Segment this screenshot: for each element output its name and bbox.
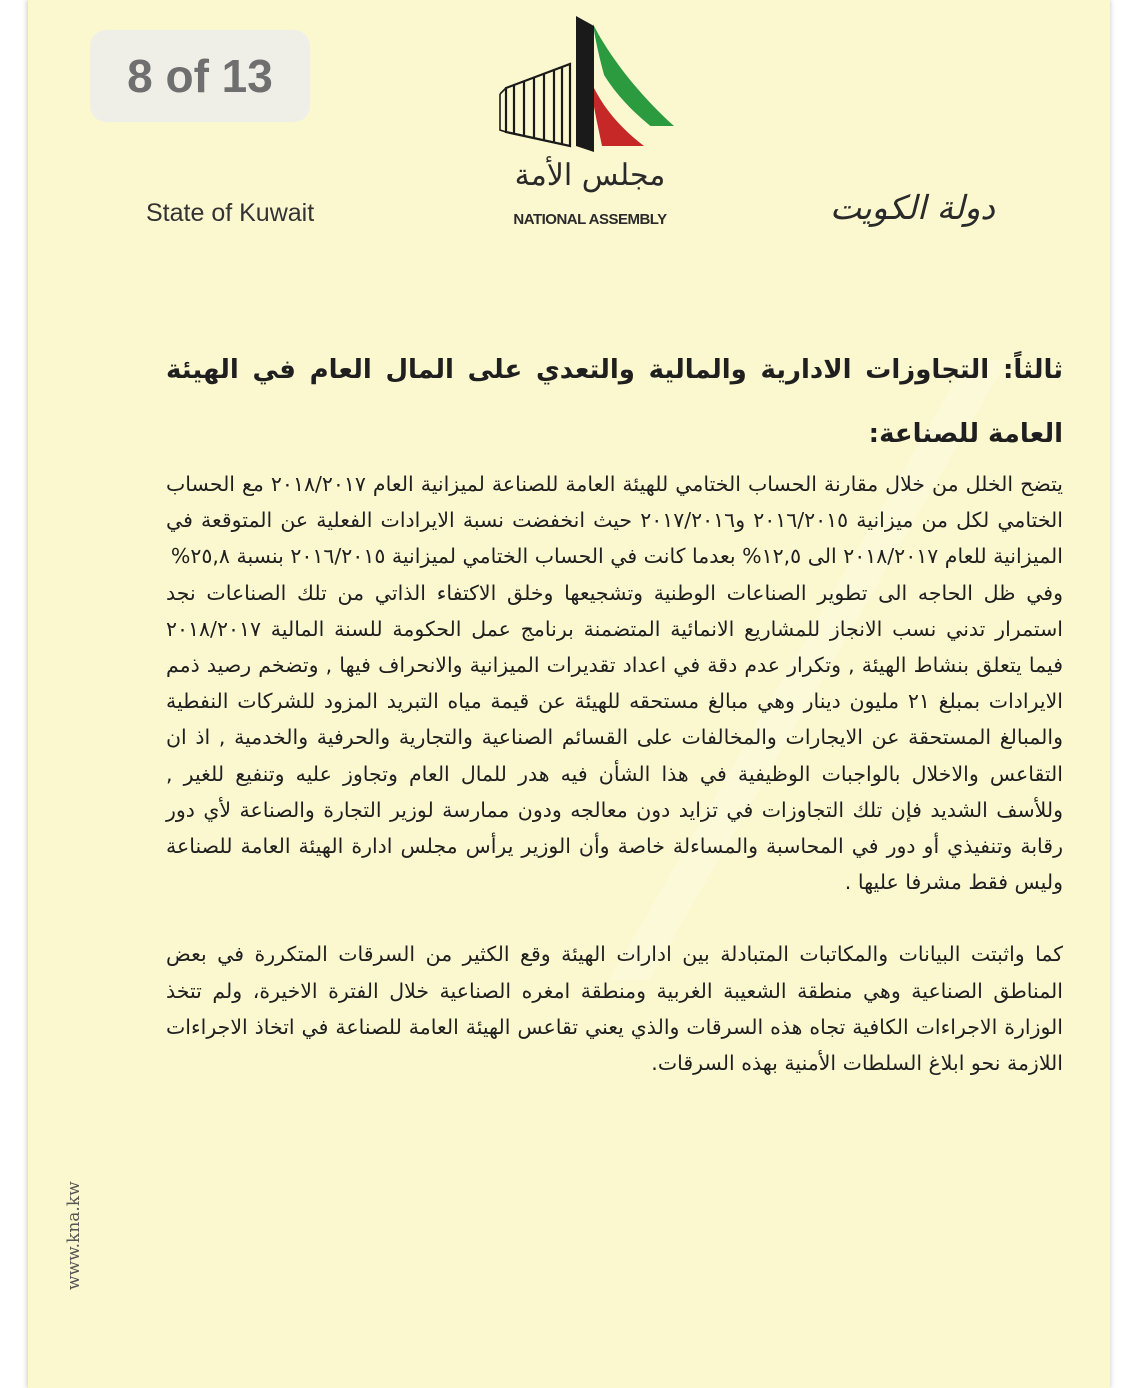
section-title: التجاوزات الادارية والمالية والتعدي على المال العام في الهيئة العامة للصناعة: [166,355,1063,449]
page-indicator-badge: 8 of 13 [90,30,310,122]
section-number: ثالثاً: [1002,355,1063,385]
state-name-arabic: دولة الكويت [830,188,995,227]
paragraph-budget-comparison: يتضح الخلل من خلال مقارنة الحساب الختامي للهيئة العامة للصناعة لميزانية العام ٢٠١٨/٢٠١٧ مع الحساب الختامي لكل من ميزانية ٢٠١٦/٢٠١٥ و٢٠١٧/٢٠١٦ حيث انخفضت نسبة الايرادات الفعلية عن المتوقعة في الميزانية للعام ٢٠١٨/٢٠١٧ الى ١٢,٥% بعدما كانت في الحساب الختامي لميزانية ٢٠١٦/٢٠١٥ بنسبة ٢٥,٨% [166,472,1063,569]
document-body [166,338,1063,1081]
assembly-name-arabic: مجلس الأمة [514,158,666,193]
national-assembly-logo [498,14,678,154]
website-url: www.kna.kw [64,1181,84,1290]
state-name-english: State of Kuwait [146,199,315,227]
document-page [28,0,1110,1388]
paragraph-thefts: كما واثبتت البيانات والمكاتبات المتبادلة بين ادارات الهيئة وقع الكثير من السرقات المتكررة في بعض المناطق الصناعية وهي منطقة الشعيبة الغربية ومنطقة امغره الصناعية خلال الفترة الاخيرة، ولم تتخذ الوزارة الاجراءات الكافية تجاه هذه السرقات والذي يعني تقاعس الهيئة العامة للصناعة في اتخاذ الاجراءات اللازمة نحو ابلاغ السلطات الأمنية بهذه السرقات. [166,942,1063,1076]
assembly-name-english: NATIONAL ASSEMBLY [513,211,667,228]
section-heading [166,338,1063,466]
paragraph-industry-violations: وفي ظل الحاجه الى تطوير الصناعات الوطنية وتشجيعها وخلق الاكتفاء الذاتي من تلك الصناعات نجد استمرار تدني نسب الانجاز للمشاريع الانمائية المتضمنة برنامج عمل الحكومة للسنة المالية ٢٠١٨/٢٠١٧ فيما يتعلق بنشاط الهيئة , وتكرار عدم دقة في اعداد تقديرات الميزانية والانحراف فيها , وتضخم رصيد ذمم الايرادات بمبلغ ٢١ مليون دينار وهي مبالغ مستحقه للهيئة عن قيمة مياه التبريد المزود للشركات النفطية والمبالغ المستحقة عن الايجارات والمخالفات على القسائم الصناعية والتجارية والحرفية والخدمية , اذ ان التقاعس والاخلال بالواجبات الوظيفية في هذا الشأن فيه هدر للمال العام وتجاوز عليه وتنفيع للغير , وللأسف الشديد فإن تلك التجاوزات في تزايد دون معالجه ودون ممارسة لوزير التجارة والصناعة لأي دور رقابة وتنفيذي أو دور في المحاسبة والمساءلة خاصة وأن الوزير يرأس مجلس ادارة الهيئة العامة للصناعة وليس فقط مشرفا عليها . [166,580,1063,895]
